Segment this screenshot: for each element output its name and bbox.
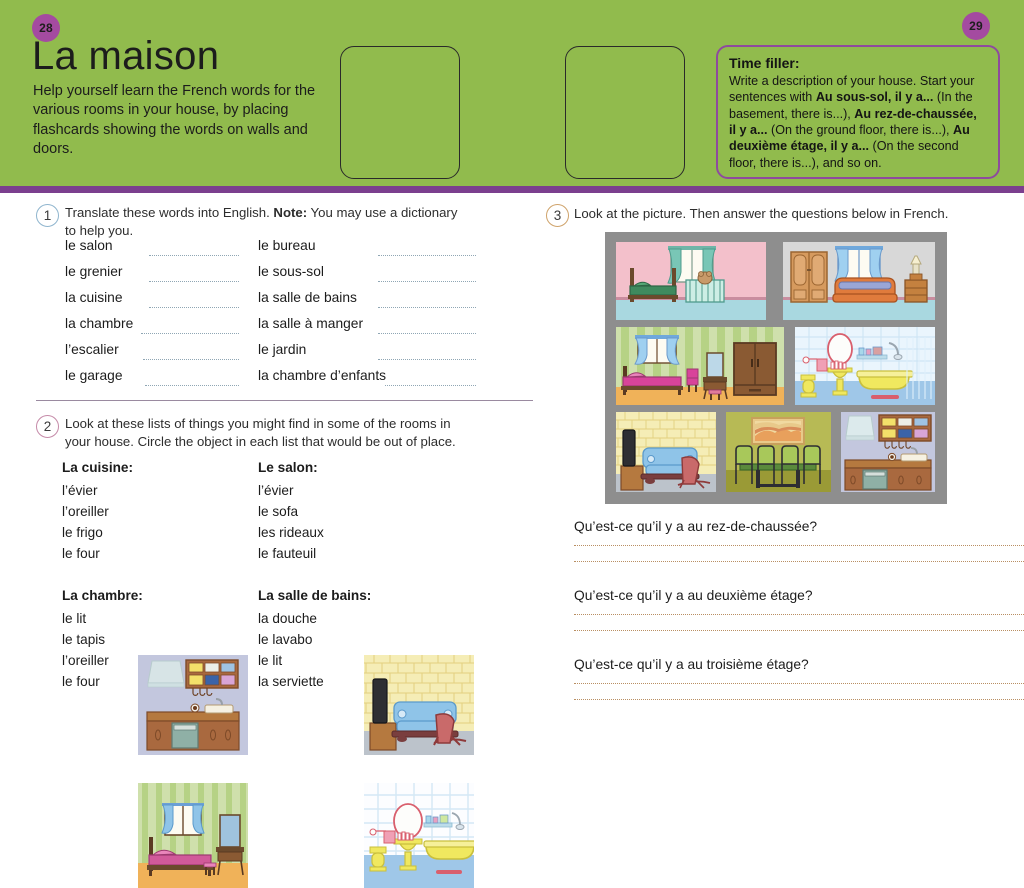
room-list-item[interactable]: le four — [62, 546, 100, 562]
room-list-item[interactable]: l’oreiller — [62, 653, 109, 669]
room-list-item[interactable]: le frigo — [62, 525, 103, 541]
exercise-1-instruction — [65, 204, 465, 239]
vocab-word: l’escalier — [65, 342, 119, 357]
vocab-word: la salle de bains — [258, 290, 357, 305]
room-list-item[interactable]: le lit — [62, 611, 87, 626]
vocab-word: le bureau — [258, 238, 316, 253]
exercise-3-answer-line[interactable] — [574, 614, 1024, 615]
page-number-badge-left: 28 — [32, 14, 60, 42]
time-filler-title: Time filler: — [729, 55, 800, 71]
exercise-2-block — [258, 460, 324, 564]
vocab-word: la chambre d’enfants — [258, 368, 387, 383]
room-list-title: La chambre: — [62, 588, 143, 603]
house-cross-section-illustration — [605, 232, 947, 504]
exercise-2-instruction: Look at these lists of things you might find in some of the rooms in your house. Circle the object in each list that would be out of place. — [65, 416, 456, 449]
time-filler-segment-6: (On the second floor, there is...), and so on. — [729, 139, 959, 170]
room-list-item[interactable]: l’évier — [258, 483, 294, 498]
exercise-2-block — [62, 460, 133, 564]
answer-line[interactable] — [378, 307, 476, 308]
exercise-2-number: 2 — [36, 415, 59, 438]
answer-line[interactable] — [149, 255, 239, 256]
answer-line[interactable] — [141, 333, 239, 334]
exercise-3-answer-line[interactable] — [574, 545, 1024, 546]
exercise-2-block — [62, 588, 143, 692]
time-filler-segment-1: Au sous-sol, il y a... — [815, 90, 934, 105]
answer-line[interactable] — [143, 359, 239, 360]
room-list-item[interactable]: le sofa — [258, 504, 299, 520]
exercise-1-instruction-pre: Translate these words into English. — [65, 205, 274, 220]
vocab-word: la salle à manger — [258, 316, 364, 331]
answer-line[interactable] — [149, 307, 239, 308]
living-room-illustration — [364, 655, 474, 755]
exercise-1-note-label: Note: — [273, 205, 308, 220]
answer-line[interactable] — [378, 255, 476, 256]
answer-line[interactable] — [378, 281, 476, 282]
room-list-item[interactable]: le four — [62, 674, 100, 690]
header-purple-rule — [0, 186, 1024, 193]
exercise-1-instruction-post: You may use a dictionary to help you. — [65, 205, 458, 238]
exercise-3-question: Qu’est-ce qu’il y a au troisième étage? — [574, 657, 809, 672]
exercise-3-number: 3 — [546, 204, 569, 227]
vocab-word: le grenier — [65, 264, 123, 279]
room-pink-bedroom — [616, 327, 784, 405]
exercise-3-answer-line[interactable] — [574, 630, 1024, 631]
room-dining-room — [726, 412, 831, 492]
vocab-word: le sous-sol — [258, 264, 324, 279]
time-filler-segment-5: Au deuxième étage, il y a... — [729, 122, 970, 154]
section-divider — [36, 400, 533, 401]
room-living-room — [616, 412, 716, 492]
vocab-word: le jardin — [258, 342, 307, 357]
room-list-item[interactable]: les rideaux — [258, 525, 324, 541]
room-children-bedroom — [616, 242, 766, 320]
page-intro-text: Help yourself learn the French words for the various rooms in your house, by placing flashcards showing the words on walls and doors. — [33, 83, 316, 157]
time-filler-segment-3: Au rez-de-chaussée, il y a... — [729, 106, 977, 137]
room-list-item[interactable]: le lit — [258, 653, 283, 669]
room-bathroom — [795, 327, 935, 405]
exercise-3-answer-line[interactable] — [574, 683, 1024, 684]
exercise-3-answer-line[interactable] — [574, 561, 1024, 562]
answer-line[interactable] — [145, 385, 239, 386]
time-filler-segment-4: (On the ground floor, there is...), — [767, 122, 954, 137]
answer-line[interactable] — [149, 281, 239, 282]
room-list-item[interactable]: la douche — [258, 611, 317, 626]
room-list-title: La salle de bains: — [258, 588, 372, 603]
room-list-item[interactable]: le lavabo — [258, 632, 313, 648]
room-list-item[interactable]: l’évier — [62, 483, 98, 498]
answer-line[interactable] — [385, 385, 476, 386]
exercise-3-question: Qu’est-ce qu’il y a au deuxième étage? — [574, 588, 813, 603]
answer-line[interactable] — [378, 359, 476, 360]
vocab-word: le salon — [65, 238, 113, 253]
page-title: La maison — [32, 34, 220, 78]
room-kitchen — [841, 412, 935, 492]
room-list-item[interactable]: la serviette — [258, 674, 324, 690]
exercise-2-block — [258, 588, 371, 692]
bedroom-illustration — [138, 783, 248, 888]
time-filler-segment-0: Write a description of your house. Start your sentences with — [729, 73, 975, 105]
left-column — [0, 193, 512, 723]
vocab-word: la cuisine — [65, 290, 123, 305]
exercise-1-number: 1 — [36, 204, 59, 227]
exercise-3-answer-line[interactable] — [574, 699, 1024, 700]
blank-flashcard-box-1[interactable] — [340, 46, 460, 179]
vocab-word: le garage — [65, 368, 123, 383]
exercise-3-question: Qu’est-ce qu’il y a au rez-de-chaussée? — [574, 519, 818, 534]
room-parents-bedroom — [783, 242, 935, 320]
answer-line[interactable] — [378, 333, 476, 334]
time-filler-segment-2: (In the basement, there is...), — [729, 90, 973, 121]
time-filler-box — [716, 45, 1000, 179]
exercise-3-instruction: Look at the picture. Then answer the questions below in French. — [574, 206, 949, 221]
room-list-item[interactable]: le tapis — [62, 632, 106, 648]
room-list-item[interactable]: le fauteuil — [258, 546, 317, 562]
bathroom-illustration — [364, 783, 474, 888]
room-list-title: La cuisine: — [62, 460, 134, 475]
time-filler-body — [729, 73, 987, 171]
vocab-word: la chambre — [65, 316, 134, 331]
blank-flashcard-box-2[interactable] — [565, 46, 685, 179]
room-list-item[interactable]: l’oreiller — [62, 504, 109, 520]
page-number-badge-right: 29 — [962, 12, 990, 40]
kitchen-illustration — [138, 655, 248, 755]
room-list-title: Le salon: — [258, 460, 318, 475]
